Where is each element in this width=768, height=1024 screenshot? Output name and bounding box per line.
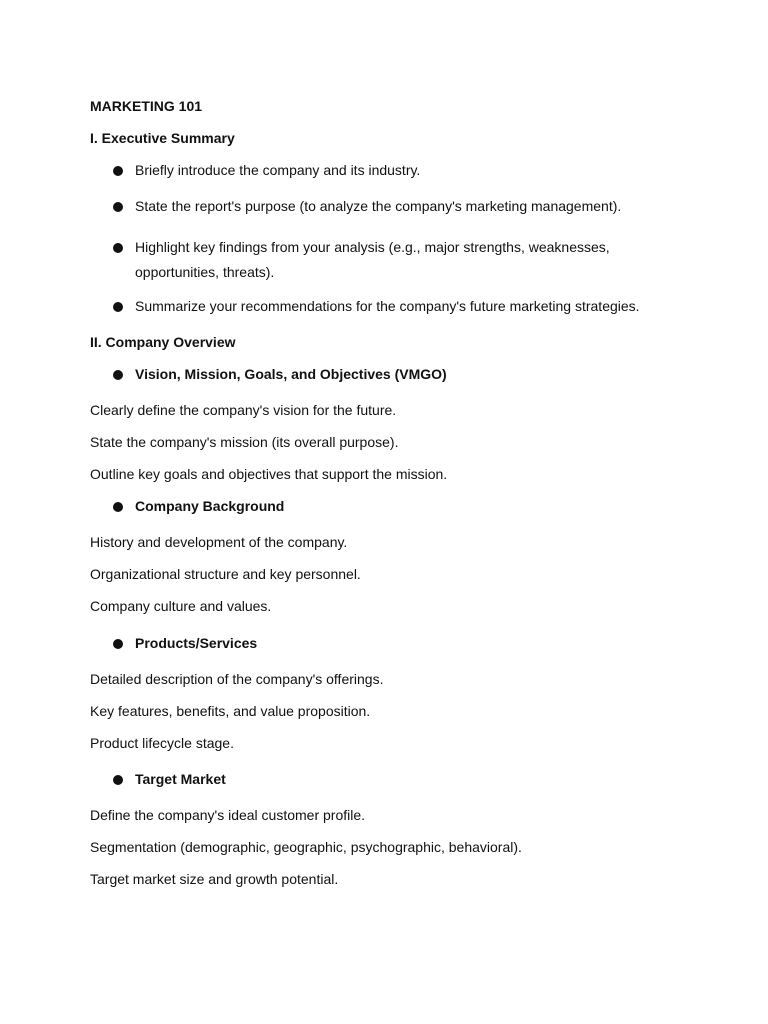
paragraph: Clearly define the company's vision for the future. [90, 402, 397, 418]
list-item-text: Summarize your recommendations for the company's future marketing strategies. [135, 298, 640, 314]
bullet-icon [113, 639, 123, 649]
list-item-text: Briefly introduce the company and its industry. [135, 162, 421, 178]
subsection-title-company-background [90, 494, 690, 519]
subsection-vmgo [90, 362, 690, 387]
subsection-products-services [90, 631, 690, 656]
bullet-icon [113, 502, 123, 512]
list-item [90, 235, 690, 285]
list-item [90, 158, 690, 183]
paragraph: Company culture and values. [90, 598, 272, 614]
subsection-title-text: Target Market [135, 771, 226, 787]
paragraph: State the company's mission (its overall purpose). [90, 434, 399, 450]
subsection-title-target-market [90, 767, 690, 792]
executive-summary-list [90, 158, 690, 319]
subsection-title-text: Company Background [135, 498, 285, 514]
paragraph: Detailed description of the company's offerings. [90, 671, 384, 687]
bullet-icon [113, 370, 123, 380]
subsection-title-text: Products/Services [135, 635, 258, 651]
paragraph: Outline key goals and objectives that support the mission. [90, 466, 448, 482]
subsection-title-vmgo [90, 362, 690, 387]
list-item-text: State the report's purpose (to analyze the company's marketing management). [135, 198, 622, 214]
paragraph: Key features, benefits, and value proposition. [90, 703, 371, 719]
list-item [90, 194, 690, 219]
subsection-company-background [90, 494, 690, 519]
bullet-icon [113, 775, 123, 785]
paragraph: Segmentation (demographic, geographic, psychographic, behavioral). [90, 839, 522, 855]
paragraph: History and development of the company. [90, 534, 348, 550]
document-content [90, 94, 690, 899]
list-item-text: Highlight key findings from your analysis (e.g., major strengths, weaknesses, opportunities, threats). [135, 239, 610, 280]
bullet-icon [113, 243, 123, 253]
bullet-icon [113, 302, 123, 312]
bullet-icon [113, 166, 123, 176]
bullet-icon [113, 202, 123, 212]
document-title: MARKETING 101 [90, 98, 203, 114]
paragraph: Organizational structure and key personnel. [90, 566, 361, 582]
paragraph: Target market size and growth potential. [90, 871, 339, 887]
subsection-target-market [90, 767, 690, 792]
list-item [90, 294, 690, 319]
section-heading-executive-summary: I. Executive Summary [90, 130, 235, 146]
subsection-title-products-services [90, 631, 690, 656]
paragraph: Define the company's ideal customer profile. [90, 807, 366, 823]
paragraph: Product lifecycle stage. [90, 735, 234, 751]
subsection-title-text: Vision, Mission, Goals, and Objectives (VMGO) [135, 366, 447, 382]
section-heading-company-overview: II. Company Overview [90, 334, 236, 350]
